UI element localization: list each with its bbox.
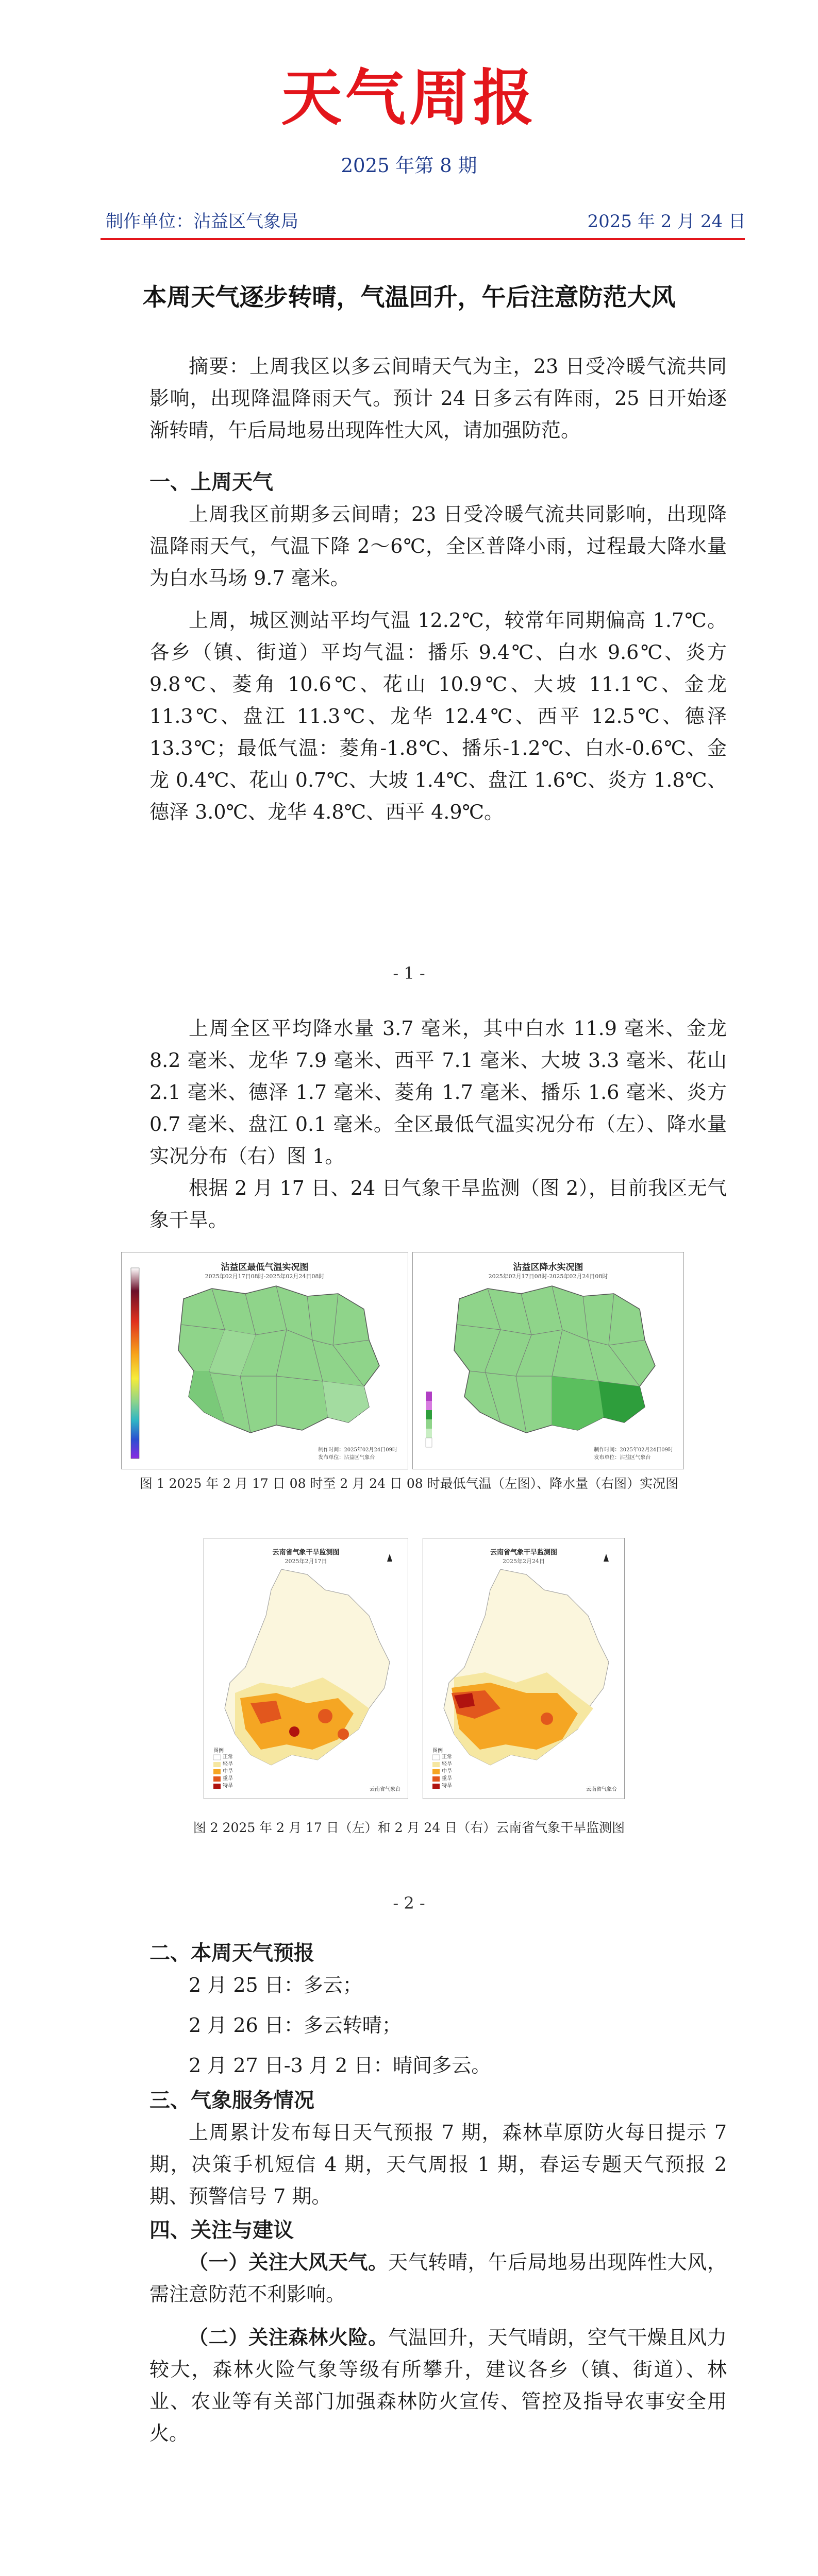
abstract-text: 摘要：上周我区以多云间晴天气为主，23 日受冷暖气流共同影响，出现降温降雨天气。预计 24 日多云有阵雨，25 日开始逐渐转晴，午后局地易出现阵性大风，请加强防范。 bbox=[149, 355, 727, 442]
drought-legend-labels-right bbox=[442, 1754, 452, 1790]
advice-wind bbox=[149, 2246, 727, 2310]
drought-map-feb17-title: 云南省气象干旱监测图 bbox=[272, 1549, 340, 1556]
drought-map-feb17-date: 2025年2月17日 bbox=[285, 1558, 327, 1565]
legend-label: 中旱 bbox=[442, 1769, 452, 1774]
last-week-precipitation: 上周全区平均降水量 3.7 毫米，其中白水 11.9 毫米、金龙 8.2 毫米、龙华 7.9 毫米、西平 7.1 毫米、大坡 3.3 毫米、花山 2.1 毫米、德泽 1.7 毫米、菱角 1.7 毫米、播乐 1.6 毫米、炎方 0.7 毫米、盘江 0.1 毫米。全区最低气温实况分布（左）、降水量实况分布（右）图 1。 bbox=[149, 1017, 727, 1167]
forecast-item: 2 月 26 日：多云转晴； bbox=[189, 2014, 402, 2037]
section-last-week bbox=[149, 466, 727, 828]
min-temperature-map-subtitle: 2025年02月17日08时-2025年02月24日08时 bbox=[205, 1273, 325, 1280]
section-title-advice: 四、关注与建议 bbox=[149, 2218, 294, 2242]
section-title-services: 三、气象服务情况 bbox=[149, 2089, 314, 2112]
last-week-temperature: 上周，城区测站平均气温 12.2℃，较常年同期偏高 1.7℃。各乡（镇、街道）平均气温：播乐 9.4℃、白水 9.6℃、炎方 9.8℃、菱角 10.6℃、花山 10.9℃、大坡 11.1℃、金龙 11.3℃、盘江 11.3℃、龙华 12.4℃、西平 12.5℃、德泽 13.3℃；最低气温：菱角-1.8℃、播乐-1.2℃、白水-0.6℃、金龙 0.4℃、花山 0.7℃、大坡 1.4℃、盘江 1.6℃、炎方 1.8℃、德泽 3.0℃、龙华 4.8℃、西平 4.9℃。 bbox=[149, 609, 727, 823]
drought-map-feb17 bbox=[204, 1538, 408, 1799]
precipitation-map-subtitle: 2025年02月17日08时-2025年02月24日08时 bbox=[488, 1273, 608, 1280]
services-text: 上周累计发布每日天气预报 7 期，森林草原防火每日提示 7 期，决策手机短信 4 期，天气周报 1 期，春运专题天气预报 2 期、预警信号 7 期。 bbox=[149, 2121, 727, 2208]
report-headline: 本周天气逐步转晴，气温回升，午后注意防范大风 bbox=[142, 283, 676, 312]
advice-fire bbox=[149, 2321, 727, 2449]
legend-label: 轻旱 bbox=[223, 1761, 233, 1767]
abstract-block bbox=[149, 350, 727, 446]
section-title-last-week: 一、上周天气 bbox=[149, 470, 273, 494]
header-divider bbox=[101, 238, 745, 240]
drought-status: 根据 2 月 17 日、24 日气象干旱监测（图 2），目前我区无气象干旱。 bbox=[149, 1177, 727, 1231]
min-temperature-map bbox=[121, 1252, 408, 1469]
legend-label: 重旱 bbox=[442, 1776, 452, 1782]
section-title-forecast: 二、本周天气预报 bbox=[149, 1941, 314, 1965]
precipitation-map bbox=[412, 1252, 684, 1469]
precipitation-map-title: 沾益区降水实况图 bbox=[513, 1262, 583, 1273]
legend-label: 正常 bbox=[442, 1754, 452, 1760]
drought-legend-title-left: 图例 bbox=[213, 1748, 224, 1754]
legend-label: 正常 bbox=[223, 1754, 233, 1760]
page-number-2: - 2 - bbox=[393, 1893, 425, 1913]
drought-map-feb24-date: 2025年2月24日 bbox=[503, 1558, 545, 1565]
figure-2-caption: 图 2 2025 年 2 月 17 日（左）和 2 月 24 日（右）云南省气象干旱监测图 bbox=[193, 1820, 625, 1835]
page-number-1: - 1 - bbox=[393, 963, 425, 983]
advice-wind-body: 天气转晴，午后局地易出现阵性大风，需注意防范不利影响。 bbox=[149, 2251, 727, 2306]
legend-label: 重旱 bbox=[223, 1776, 233, 1782]
legend-label: 特旱 bbox=[223, 1783, 233, 1789]
min-temperature-map-footer: 制作时间：2025年02月24日09时 发布单位：沾益区气象台 bbox=[318, 1447, 397, 1461]
issue-date: 2025 年 2 月 24 日 bbox=[587, 211, 746, 232]
drought-map-feb17-graphic bbox=[204, 1538, 408, 1799]
drought-map-feb24-graphic bbox=[423, 1538, 624, 1799]
min-temperature-map-title: 沾益区最低气温实况图 bbox=[221, 1262, 309, 1273]
masthead-title: 天气周报 bbox=[281, 62, 537, 133]
drought-legend-left bbox=[213, 1755, 221, 1789]
precipitation-map-graphic bbox=[413, 1252, 683, 1469]
precipitation-map-footer: 制作时间：2025年02月24日09时 发布单位：沾益区气象台 bbox=[594, 1447, 673, 1461]
advice-fire-body: 气温回升，天气晴朗，空气干燥且风力较大，森林火险气象等级有所攀升，建议各乡（镇、街道）、林业、农业等有关部门加强森林防火宣传、管控及指导农事安全用火。 bbox=[149, 2326, 727, 2445]
issue-number: 2025 年第 8 期 bbox=[341, 155, 477, 177]
advice-wind-heading: （一）关注大风天气。 bbox=[189, 2251, 388, 2274]
issuing-unit: 制作单位：沾益区气象局 bbox=[106, 211, 298, 232]
legend-label: 轻旱 bbox=[442, 1761, 452, 1767]
drought-legend-right bbox=[432, 1755, 440, 1789]
section-last-week-cont bbox=[149, 1012, 727, 1236]
forecast-item: 2 月 27 日-3 月 2 日：晴间多云。 bbox=[189, 2054, 491, 2077]
min-temperature-map-graphic bbox=[122, 1252, 408, 1469]
forecast-item: 2 月 25 日：多云； bbox=[189, 1974, 362, 1996]
advice-fire-heading: （二）关注森林火险。 bbox=[189, 2326, 388, 2349]
drought-credit-right: 云南省气象台 bbox=[586, 1787, 617, 1792]
figure-1-caption: 图 1 2025 年 2 月 17 日 08 时至 2 月 24 日 08 时最低气温（左图）、降水量（右图）实况图 bbox=[139, 1476, 679, 1491]
legend-label: 中旱 bbox=[223, 1769, 233, 1774]
drought-legend-title-right: 图例 bbox=[432, 1748, 443, 1754]
drought-credit-left: 云南省气象台 bbox=[370, 1787, 400, 1792]
legend-label: 特旱 bbox=[442, 1783, 452, 1789]
drought-legend-labels-left bbox=[223, 1754, 233, 1790]
section-forecast bbox=[149, 1937, 727, 2449]
drought-map-feb24-title: 云南省气象干旱监测图 bbox=[490, 1549, 557, 1556]
drought-map-feb24 bbox=[423, 1538, 625, 1799]
last-week-overview: 上周我区前期多云间晴；23 日受冷暖气流共同影响，出现降温降雨天气，气温下降 2～6℃，全区普降小雨，过程最大降水量为白水马场 9.7 毫米。 bbox=[149, 503, 727, 589]
